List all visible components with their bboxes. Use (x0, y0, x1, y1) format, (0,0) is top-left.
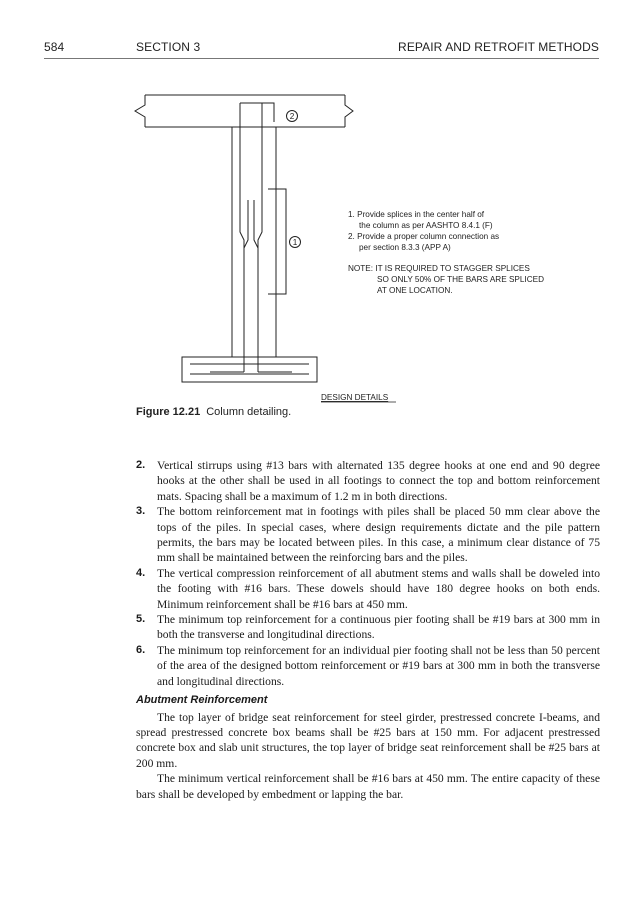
paragraph: The minimum vertical reinforcement shall be #16 bars at 450 mm. The entire capacity of these bars shall be developed by embedment or lapping the bar. (136, 772, 600, 801)
note-line: the column as per AASHTO 8.4.1 (F) (359, 221, 493, 230)
paragraph: The top layer of bridge seat reinforcement for steel girder, prestressed concrete I-beams, and spread prestressed concrete box beams shall be #25 bars at 150 mm. For adjacent prestressed concrete box and slab unit structures, the top layer of bridge seat reinforcement shall be #25 bars at 200 mm. (136, 710, 600, 770)
list-item-number: 4. (136, 566, 146, 579)
longitudinal-bar-right-upper (258, 103, 262, 372)
list-item-number: 2. (136, 459, 146, 471)
design-details-label: DESIGN DETAILS (321, 393, 389, 402)
callout-2-bracket (262, 103, 274, 122)
cap-beam-outline (145, 95, 345, 127)
note-line: per section 8.3.3 (APP A) (359, 243, 451, 252)
figure-label: Figure 12.21 (136, 406, 201, 418)
callout-1-bracket (268, 189, 286, 294)
list-item (136, 566, 600, 612)
list-item-number: 6. (136, 643, 146, 656)
list-item (136, 458, 600, 504)
left-break-symbol (135, 95, 145, 127)
longitudinal-bar-right-lower (254, 200, 258, 248)
right-break-symbol (345, 95, 353, 127)
figure-caption-text: Column detailing. (206, 406, 292, 418)
column-drawing (135, 95, 353, 382)
figure-caption (136, 406, 291, 418)
list-item (136, 612, 600, 643)
note-line: SO ONLY 50% OF THE BARS ARE SPLICED (377, 275, 544, 284)
page-number: 584 (44, 40, 65, 54)
longitudinal-bar-left-upper (240, 103, 244, 372)
running-title: REPAIR AND RETROFIT METHODS (398, 40, 599, 54)
column-detailing-figure (0, 0, 641, 420)
column-outline (232, 127, 276, 357)
list-item-text: Vertical stirrups using #13 bars with alternated 135 degree hooks at one end and 90 degree hooks at the other shall be used in all footings to connect the top and bottom reinforcement mats. Spacing shall be a maximum of 1.2 m in both directions. (157, 459, 600, 503)
callout-1-number: 1 (292, 238, 298, 247)
body-text (136, 458, 600, 802)
section-label: SECTION 3 (136, 40, 201, 54)
list-item-number: 3. (136, 505, 146, 518)
longitudinal-bar-left-lower (244, 200, 248, 248)
list-item-number: 5. (136, 613, 146, 626)
list-item-text: The minimum top reinforcement for an individual pier footing shall not be less than 50 percent of the area of the designed bottom reinforcement or #19 bars at 300 mm in both the transverse and longitudinal directions. (157, 643, 600, 688)
design-notes (348, 210, 544, 295)
footing-outline (182, 357, 317, 382)
note-line: 1. Provide splices in the center half of (348, 210, 485, 219)
list-item-text: The vertical compression reinforcement of all abutment stems and walls shall be doweled into the footing with #16 bars. These dowels should have 180 degree hooks on both ends. Minimum reinforcement shall be #16 bars at 450 mm. (157, 566, 600, 611)
list-item-text: The minimum top reinforcement for a continuous pier footing shall be #19 bars at 300 mm in both the transverse and longitudinal directions. (157, 613, 600, 642)
callout-2-number: 2 (289, 112, 295, 121)
note-line: 2. Provide a proper column connection as (348, 232, 500, 241)
note-line: NOTE: IT IS REQUIRED TO STAGGER SPLICES (348, 264, 530, 273)
note-line: AT ONE LOCATION. (377, 286, 453, 295)
list-item (136, 504, 600, 566)
list-item-text: The bottom reinforcement mat in footings with piles shall be placed 50 mm clear above the tops of the piles. In special cases, where design requirements dictate and the pile pattern permits, the bars may be located between piles. In this case, a minimum clear distance of 75 mm shall be maintained between the reinforcing bars and the piles. (157, 505, 600, 565)
section-heading: Abutment Reinforcement (136, 694, 268, 707)
list-item (136, 643, 600, 689)
